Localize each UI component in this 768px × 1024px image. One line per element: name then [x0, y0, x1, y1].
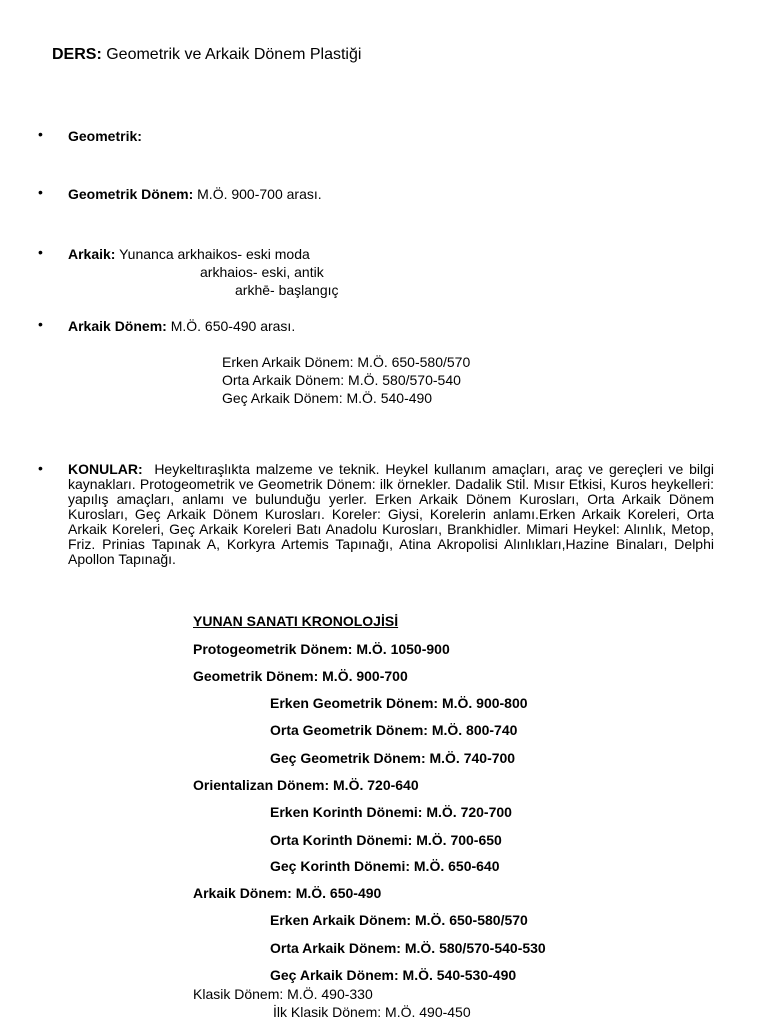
chron-item-erken-geometrik: Erken Geometrik Dönem: M.Ö. 900-800: [270, 695, 528, 711]
bullet-geometrik-donem: [68, 186, 322, 202]
chron-item-gec-geometrik: Geç Geometrik Dönem: M.Ö. 740-700: [270, 750, 516, 766]
bullet-4: •: [38, 316, 43, 332]
chron-item-protogeometrik: Protogeometrik Dönem: M.Ö. 1050-900: [193, 641, 450, 657]
chron-item-orta-geometrik: Orta Geometrik Dönem: M.Ö. 800-740: [270, 722, 518, 738]
title-text: Geometrik ve Arkaik Dönem Plastiği: [106, 46, 362, 63]
konular-text: Heykeltıraşlıkta malzeme ve teknik. Heykel kullanım amaçları, araç ve gereçleri ve bilgi kaynakları. Protogeometrik ve Geometrik Dönem: ilk örnekler. Dadalik Stil. Mısır Etkisi, Kuros heykelleri: yapılış amaçları, anlamı ve bulunduğu yerler. Erken Arkaik Dönem Kurosları, Orta Arkaik Dönem Kurosları, Geç Arkaik Dönem Kurosları. Koreler: Giysi, Korelerin anlamı.Erken Arkaik Koreleri, Orta Arkaik Koreleri, Geç Arkaik Koreleri Batı Anadolu Kurosları, Brankhidler. Mimari Heykel: Alınlık, Metop, Friz. Prinias Tapınak A, Korkyra Artemis Tapınağı, Atina Akropolisi Alınlıkları,Hazine Binaları, Delphi Apollon Tapınağı.: [68, 461, 715, 567]
bullet-geometrik-donem-label: Geometrik Dönem:: [68, 186, 194, 202]
bullet-geometrik-donem-text: M.Ö. 900-700 arası.: [197, 186, 322, 202]
bullet-arkaik-label: Arkaik:: [68, 246, 116, 262]
bullet-5: •: [38, 460, 43, 476]
chron-item-erken-korinth: Erken Korinth Dönemi: M.Ö. 720-700: [270, 804, 512, 820]
bullet-geometrik: Geometrik:: [68, 128, 142, 144]
chron-item-orientalizan: Orientalizan Dönem: M.Ö. 720-640: [193, 777, 419, 793]
arkaik-line-3: arkhē- başlangıç: [235, 282, 339, 298]
chron-item-orta-korinth: Orta Korinth Dönemi: M.Ö. 700-650: [270, 832, 502, 848]
chron-item-arkaik: Arkaik Dönem: M.Ö. 650-490: [193, 885, 382, 901]
arkaik-line-2: arkhaios- eski, antik: [200, 264, 324, 280]
chron-item-ilk-klasik: İlk Klasik Dönem: M.Ö. 490-450: [273, 1004, 471, 1020]
bullet-2: •: [38, 184, 43, 200]
bullet-arkaik-donem: [68, 318, 295, 334]
document-title: [52, 46, 361, 64]
chron-item-gec-arkaik: Geç Arkaik Dönem: M.Ö. 540-530-490: [270, 967, 517, 983]
bullet-3: •: [38, 244, 43, 260]
chronology-heading: YUNAN SANATI KRONOLOJİSİ: [193, 613, 399, 629]
chron-item-geometrik: Geometrik Dönem: M.Ö. 900-700: [193, 668, 408, 684]
arkaik-sub-1: Erken Arkaik Dönem: M.Ö. 650-580/570: [222, 354, 471, 370]
title-label: DERS:: [52, 46, 102, 63]
bullet-1: •: [38, 126, 43, 142]
bullet-arkaik-donem-label: Arkaik Dönem:: [68, 318, 167, 334]
chron-item-erken-arkaik: Erken Arkaik Dönem: M.Ö. 650-580/570: [270, 912, 528, 928]
bullet-arkaik-donem-text: M.Ö. 650-490 arası.: [170, 318, 296, 334]
chron-item-gec-korinth: Geç Korinth Dönemi: M.Ö. 650-640: [270, 858, 500, 874]
arkaik-sub-3: Geç Arkaik Dönem: M.Ö. 540-490: [222, 390, 433, 406]
bullet-arkaik: [68, 246, 310, 262]
konular-label: KONULAR:: [68, 461, 143, 477]
bullet-arkaik-text: Yunanca arkhaikos- eski moda: [119, 246, 310, 262]
arkaik-sub-2: Orta Arkaik Dönem: M.Ö. 580/570-540: [222, 372, 461, 388]
chron-item-klasik: Klasik Dönem: M.Ö. 490-330: [193, 986, 373, 1002]
konular-paragraph: [68, 462, 714, 567]
chron-item-orta-arkaik: Orta Arkaik Dönem: M.Ö. 580/570-540-530: [270, 940, 546, 956]
